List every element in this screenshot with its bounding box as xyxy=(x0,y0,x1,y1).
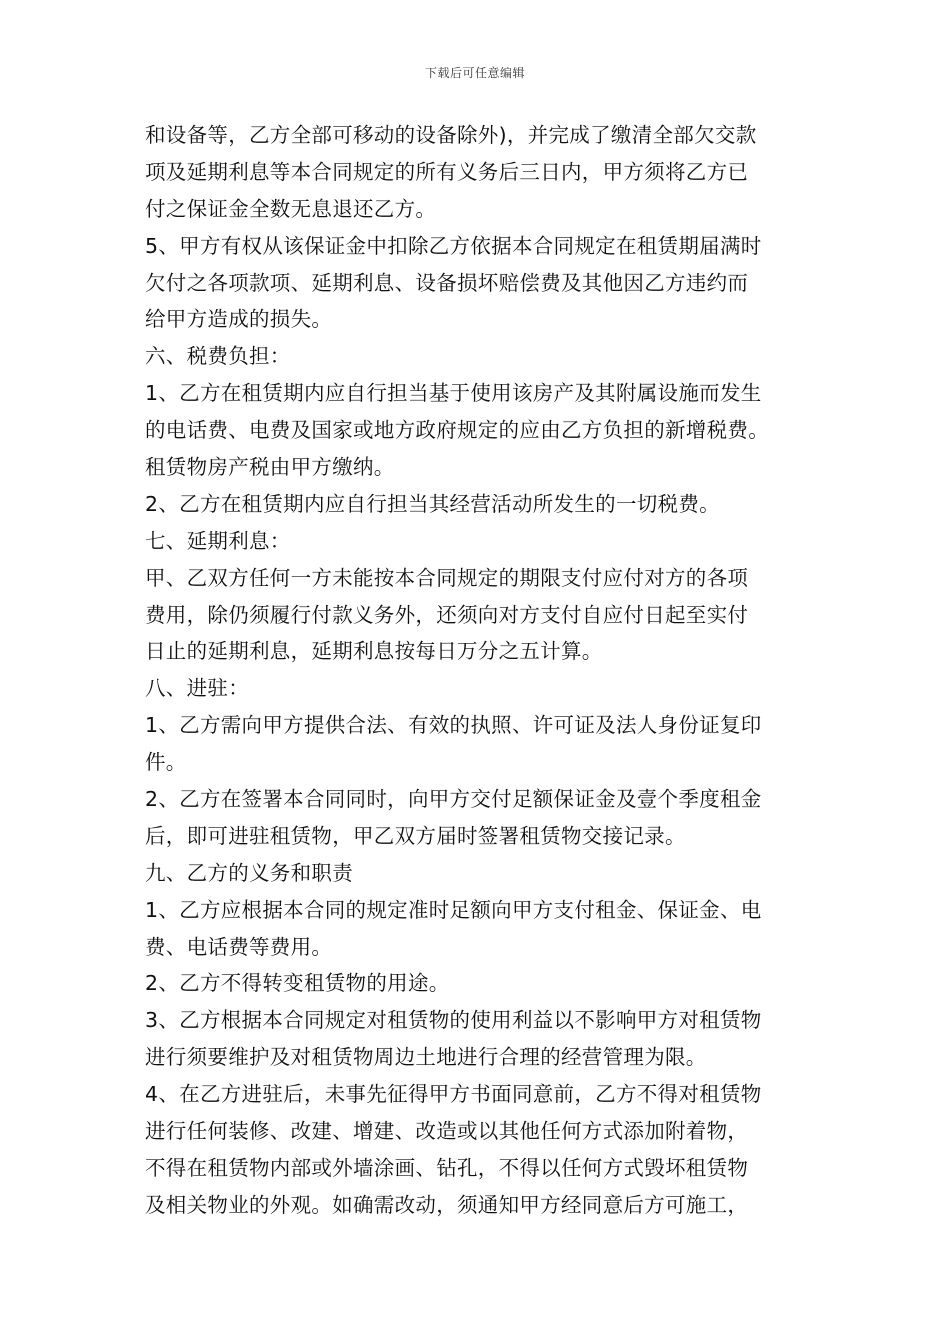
page-header: 下载后可任意编辑 xyxy=(424,66,525,80)
text-line: 件。 xyxy=(145,750,187,775)
text-line: 费、电话费等费用。 xyxy=(145,934,333,959)
text-line: 进行须要维护及对租赁物周边土地进行合理的经营管理为限。 xyxy=(145,1045,707,1070)
section-heading: 七、延期利息： xyxy=(145,528,291,553)
text-line: 费用，除仍须履行付款义务外，还须向对方支付自应付日起至实付 xyxy=(145,602,749,627)
text-line: 不得在租赁物内部或外墙涂画、钻孔，不得以任何方式毁坏租赁物 xyxy=(145,1155,749,1180)
section-heading: 九、乙方的义务和职责 xyxy=(145,860,353,885)
text-line: 1、乙方在租赁期内应自行担当基于使用该房产及其附属设施而发生 xyxy=(145,381,762,406)
text-line: 进行任何装修、改建、增建、改造或以其他任何方式添加附着物， xyxy=(145,1119,749,1144)
text-line: 后，即可进驻租赁物，甲乙双方届时签署租赁物交接记录。 xyxy=(145,823,686,848)
text-line: 及相关物业的外观。如确需改动，须通知甲方经同意后方可施工， xyxy=(145,1192,749,1217)
section-heading: 八、进驻： xyxy=(145,676,249,701)
text-line: 1、乙方应根据本合同的规定准时足额向甲方支付租金、保证金、电 xyxy=(145,897,762,922)
text-line: 欠付之各项款项、延期利息、设备损坏赔偿费及其他因乙方违约而 xyxy=(145,270,749,295)
text-line: 付之保证金全数无息退还乙方。 xyxy=(145,196,437,221)
text-line: 2、乙方不得转变租赁物的用途。 xyxy=(145,971,450,996)
section-heading: 六、税费负担： xyxy=(145,344,291,369)
text-line: 租赁物房产税由甲方缴纳。 xyxy=(145,455,395,480)
text-line: 项及延期利息等本合同规定的所有义务后三日内，甲方须将乙方已 xyxy=(145,159,749,184)
text-line: 给甲方造成的损失。 xyxy=(145,307,333,332)
document-body xyxy=(145,117,815,1224)
text-line: 的电话费、电费及国家或地方政府规定的应由乙方负担的新增税费。 xyxy=(145,418,769,443)
text-line: 3、乙方根据本合同规定对租赁物的使用利益以不影响甲方对租赁物 xyxy=(145,1008,762,1033)
text-line: 5、甲方有权从该保证金中扣除乙方依据本合同规定在租赁期届满时 xyxy=(145,233,762,258)
text-line: 1、乙方需向甲方提供合法、有效的执照、许可证及法人身份证复印 xyxy=(145,713,762,738)
text-line: 4、在乙方进驻后，未事先征得甲方书面同意前，乙方不得对租赁物 xyxy=(145,1082,762,1107)
text-line: 甲、乙双方任何一方未能按本合同规定的期限支付应付对方的各项 xyxy=(145,565,749,590)
text-line: 2、乙方在租赁期内应自行担当其经营活动所发生的一切税费。 xyxy=(145,491,720,516)
text-line: 和设备等，乙方全部可移动的设备除外)，并完成了缴清全部欠交款 xyxy=(145,123,757,147)
text-line: 2、乙方在签署本合同同时，向甲方交付足额保证金及壹个季度租金 xyxy=(145,787,762,812)
text-line: 日止的延期利息，延期利息按每日万分之五计算。 xyxy=(145,639,603,664)
